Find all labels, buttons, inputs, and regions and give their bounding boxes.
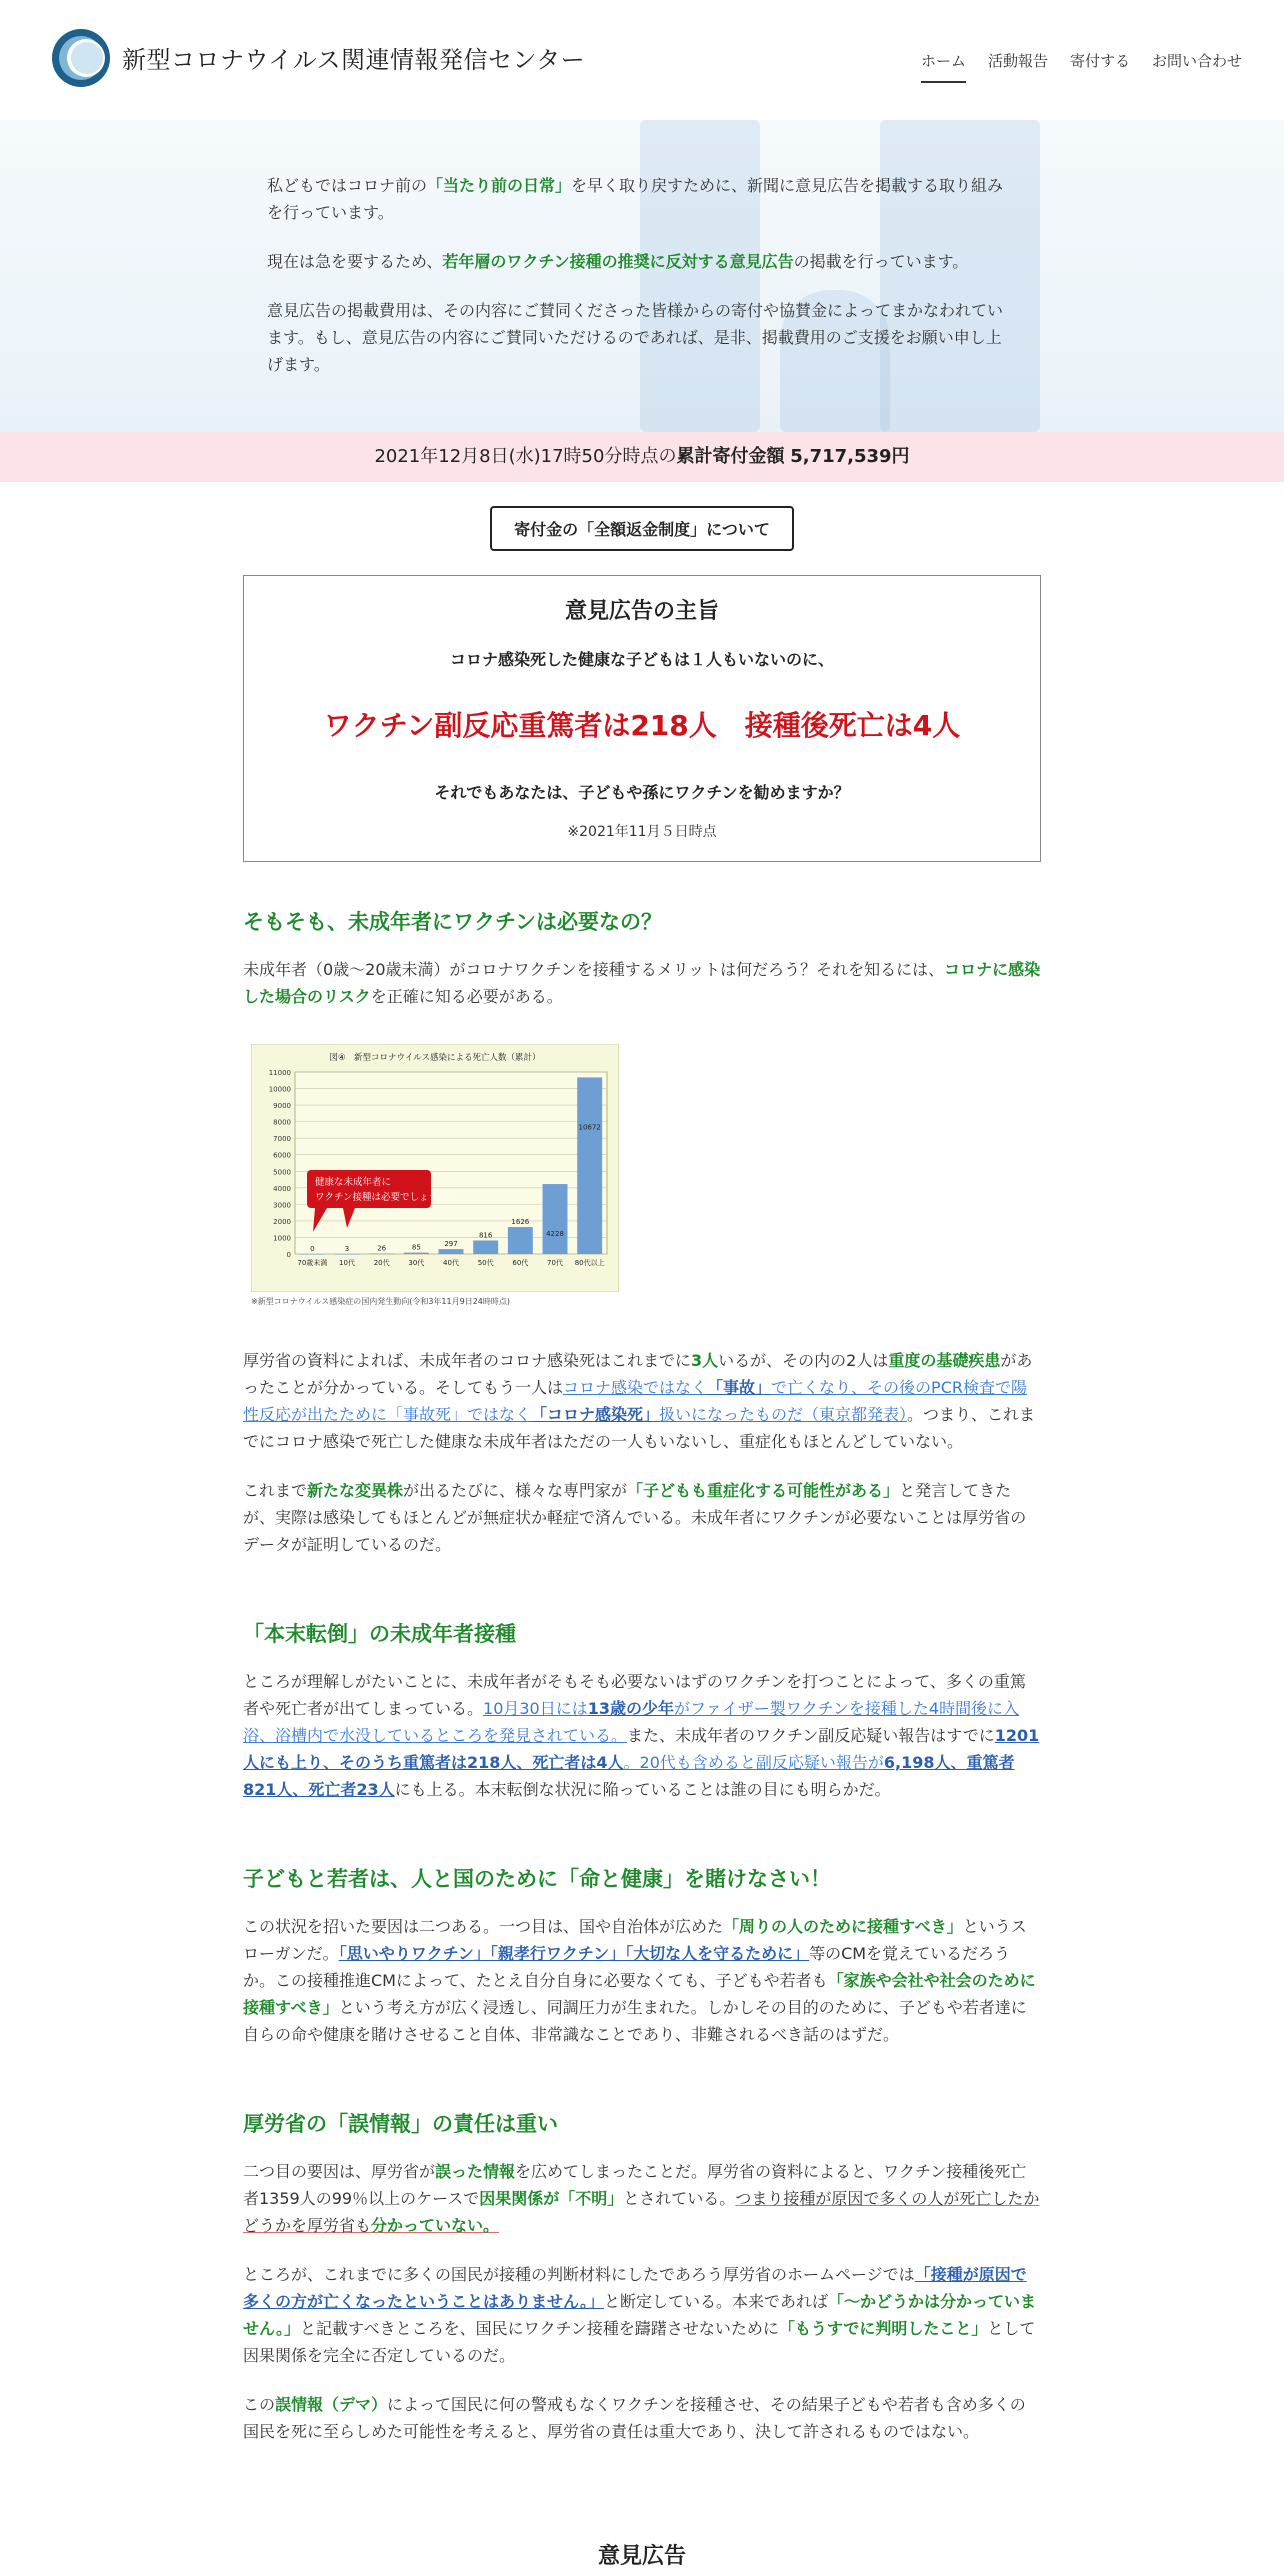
refund-policy-button[interactable]: 寄付金の「全額返金制度」について <box>490 506 794 551</box>
y-tick-label: 3000 <box>273 1201 291 1210</box>
purpose-box <box>243 575 1041 862</box>
link-report-20s[interactable]: 6,198人、重篤者821人、死亡者23人 <box>243 1753 1015 1799</box>
nav-donate[interactable]: 寄付する <box>1069 52 1130 70</box>
site-header <box>0 0 1284 120</box>
bar <box>404 1253 429 1254</box>
y-tick-label: 2000 <box>273 1217 291 1226</box>
x-tick-label: 20代 <box>373 1259 390 1267</box>
purpose-question: それでもあなたは、子どもや孫にワクチンを勧めますか？ <box>434 783 850 802</box>
section2-paragraph-1: ところが理解しがたいことに、未成年者がそもそも必要ないはずのワクチンを打つことによって、多くの重篤者や死亡者が出てしまっている。10月30日には13歳の少年がファイザー製ワクチンを接種した4時間後に入浴、浴槽内で水没しているところを発見されている。また、未成年者のワクチン副反応疑い報告はすでに1201人にも上り、そのうち重篤者は218人、死亡者は4人。20代も含めると副反応疑い報告が6,198人、重篤者821人、死亡者23人にも上る。本末転倒な状況に陥っていることは誰の目にも明らかだ。 <box>243 1672 1040 1799</box>
y-tick-label: 5000 <box>273 1168 291 1177</box>
bar <box>577 1077 602 1254</box>
purpose-line1: コロナ感染死した健康な子どもは１人もいないのに、 <box>449 650 834 669</box>
nav-activity[interactable]: 活動報告 <box>987 52 1048 70</box>
x-tick-label: 30代 <box>408 1259 425 1267</box>
x-tick-label: 70代 <box>547 1259 563 1267</box>
section1-paragraph-2: 厚労省の資料によれば、未成年者のコロナ感染死はこれまでに3人いるが、その内の2人は重度の基礎疾患があったことが分かっている。そしてもう一人はコロナ感染ではなく「事故」で亡くなり、その後のPCR検査で陽性反応が出たために「事故死」ではなく「コロナ感染死」扱いになったものだ（東京都発表）。つまり、これまでにコロナ感染で死亡した健康な未成年者はただの一人もいないし、重症化もほとんどしていない。 <box>243 1351 1036 1451</box>
data-label: 4228 <box>546 1230 564 1239</box>
y-tick-label: 8000 <box>273 1118 291 1127</box>
purpose-headline: ワクチン副反応重篤者は218人 接種後死亡は4人 <box>323 709 961 742</box>
hero-paragraph-3: 意見広告の掲載費用は、その内容にご賛同くださった皆様からの寄付や協賛金によってまかなわれています。もし、意見広告の内容にご賛同いただけるのであれば、是非、掲載費用のご支援をお願い申し上げます。 <box>267 301 1004 374</box>
death-count-chart <box>251 1044 619 1292</box>
bottom-section-title: 意見広告 <box>597 2544 686 2569</box>
x-tick-label: 80代以上 <box>574 1259 605 1267</box>
data-label: 26 <box>377 1244 387 1253</box>
data-label: 1626 <box>511 1218 530 1227</box>
main-nav <box>921 50 1242 83</box>
x-tick-label: 10代 <box>339 1259 355 1267</box>
y-tick-label: 6000 <box>273 1151 291 1160</box>
bar <box>335 1254 360 1255</box>
section4-paragraph-2: ところが、これまでに多くの国民が接種の判断材料にしたであろう厚労省のホームページでは「接種が原因で多くの方が亡くなったということはありません。」と断定している。本来であれば「～かどうかは分かっていません。」と記載すべきところを、国民にワクチン接種を躊躇させないために「もうすでに判明したこと」として因果関係を完全に否定しているのだ。 <box>243 2265 1036 2365</box>
section1-paragraph-1: 未成年者（0歳～20歳未満）がコロナワクチンを接種するメリットは何だろう？それを知るには、コロナに感染した場合のリスクを正確に知る必要がある。 <box>243 960 1041 1006</box>
data-label: 0 <box>310 1245 315 1253</box>
chart-caption: ※新型コロナウイルス感染症の国内発生動向(令和3年11月9日24時時点) <box>251 1297 511 1306</box>
y-tick-label: 10000 <box>268 1085 291 1094</box>
link-report-minors[interactable]: 1201人にも上り、そのうち重篤者は218人、死亡者は4人 <box>243 1726 1040 1772</box>
bar <box>543 1184 568 1254</box>
bar <box>369 1254 394 1255</box>
link-cm[interactable]: 「思いやりワクチン」「親孝行ワクチン」「大切な人を守るために」 <box>338 1944 810 1963</box>
y-tick-label: 4000 <box>273 1184 291 1193</box>
hero-section <box>0 120 1284 432</box>
callout-line2: ワクチン接種は必要でしょうか? <box>315 1192 453 1203</box>
donation-total-bar <box>0 432 1284 482</box>
data-label: 10672 <box>578 1123 601 1132</box>
bar <box>300 1254 325 1255</box>
data-label: 816 <box>478 1231 493 1240</box>
hero-text <box>267 172 1017 400</box>
logo-icon[interactable] <box>50 27 112 89</box>
section1-title: そもそも、未成年者にワクチンは必要なの？ <box>243 910 662 934</box>
purpose-note: ※2021年11月５日時点 <box>567 824 717 840</box>
link-mhlw-faq[interactable]: 「接種が原因で多くの方が亡くなったということはありません。」 <box>243 2265 1027 2311</box>
x-tick-label: 50代 <box>477 1259 494 1267</box>
data-label: 3 <box>344 1244 350 1253</box>
section2-title: 「本末転倒」の未成年者接種 <box>243 1622 516 1646</box>
bar <box>473 1240 498 1254</box>
section3-paragraph-1: この状況を招いた要因は二つある。一つ目は、国や自治体が広めた「周りの人のために接種すべき」というスローガンだ。「思いやりワクチン」「親孝行ワクチン」「大切な人を守るために」等のCMを覚えているだろうか。この接種推進CMによって、たとえ自分自身に必要なくても、子どもや若者も「家族や会社や社会のために接種すべき」という考え方が広く浸透し、同調圧力が生まれた。しかしその目的のために、子どもや若者達に自らの命や健康を賭けさせること自体、非常識なことであり、非難されるべき話のはずだ。 <box>243 1917 1036 2044</box>
nav-contact[interactable]: お問い合わせ <box>1151 52 1242 70</box>
section4-paragraph-1: 二つ目の要因は、厚労省が誤った情報を広めてしまったことだ。厚労省の資料によると、ワクチン接種後死亡者1359人の99％以上のケースで因果関係が「不明」とされている。つまり接種が原因で多くの人が死亡したかどうかを厚労省も分かっていない。 <box>243 2162 1040 2235</box>
bar <box>508 1227 533 1254</box>
y-tick-label: 9000 <box>273 1102 291 1111</box>
link-oct30[interactable]: 10月30日には <box>483 1699 588 1718</box>
hero-paragraph-2: 現在は急を要するため、若年層のワクチン接種の推奨に反対する意見広告の掲載を行っています。 <box>267 252 969 271</box>
total-amount: 5,717,539円 <box>790 446 910 467</box>
y-tick-label: 0 <box>286 1251 291 1259</box>
data-label: 297 <box>444 1240 458 1249</box>
y-tick-label: 11000 <box>268 1069 291 1077</box>
total-date: 2021年12月8日(水)17時50分時点の <box>374 446 677 467</box>
hero-paragraph-1: 私どもではコロナ前の「当たり前の日常」を早く取り戻すために、新聞に意見広告を掲載する取り組みを行っています。 <box>267 176 1004 222</box>
bar <box>439 1249 464 1254</box>
x-tick-label: 40代 <box>443 1259 459 1267</box>
y-tick-label: 1000 <box>273 1234 291 1243</box>
section1-paragraph-3: これまで新たな変異株が出るたびに、様々な専門家が「子どもも重症化する可能性がある」と発言してきたが、実際は感染してもほとんどが無症状か軽症で済んでいる。未成年者にワクチンが必要ないことは厚労省のデータが証明しているのだ。 <box>243 1481 1027 1554</box>
nav-home[interactable]: ホーム <box>921 50 966 83</box>
main-content <box>243 906 1041 2570</box>
callout-line1: 健康な未成年者に <box>315 1177 392 1188</box>
data-label: 85 <box>411 1243 421 1252</box>
x-tick-label: 70歳未満 <box>297 1259 328 1267</box>
purpose-title: 意見広告の主旨 <box>564 599 719 624</box>
section3-title: 子どもと若者は、人と国のために「命と健康」を賭けなさい！ <box>243 1867 831 1891</box>
section4-title: 厚労省の「誤情報」の責任は重い <box>243 2112 558 2136</box>
x-tick-label: 60代 <box>512 1259 529 1267</box>
site-title[interactable]: 新型コロナウイルス関連情報発信センター <box>122 46 586 74</box>
link-accident[interactable]: コロナ感染ではなく <box>563 1378 708 1397</box>
section4-paragraph-3: この誤情報（デマ）によって国民に何の警戒もなくワクチンを接種させ、その結果子どもや若者も含め多くの国民を死に至らしめた可能性を考えると、厚労省の責任は重大であり、決して許されるものではない。 <box>243 2395 1026 2441</box>
y-tick-label: 7000 <box>273 1135 291 1144</box>
chart-title: 図④ 新型コロナウイルス感染による死亡人数（累計） <box>329 1053 541 1063</box>
total-label: 累計寄付金額 <box>676 446 785 467</box>
